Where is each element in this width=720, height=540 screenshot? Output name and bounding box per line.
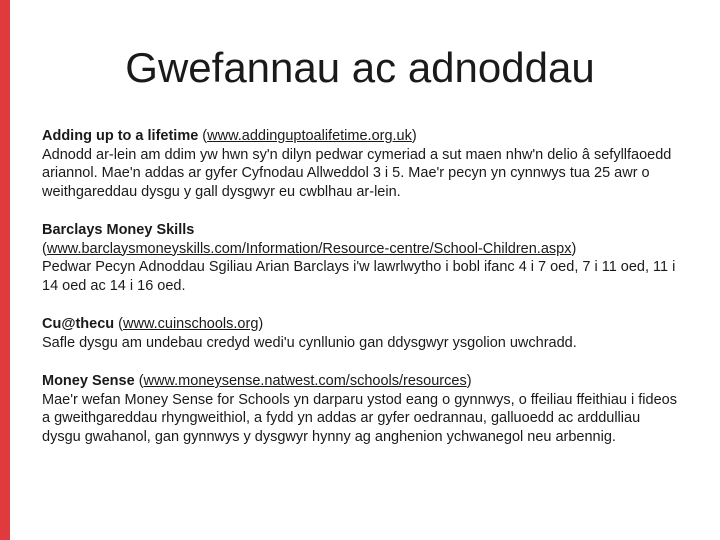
resource-name: Money Sense bbox=[42, 373, 135, 389]
resource-heading: Money Sense (www.moneysense.natwest.com/schools/resources) bbox=[42, 373, 472, 389]
resource-item bbox=[42, 315, 682, 352]
resource-link[interactable]: www.barclaysmoneyskills.com/Information/Resource-centre/School-Children.aspx bbox=[46, 240, 572, 257]
resource-list bbox=[42, 127, 682, 466]
resource-item bbox=[42, 221, 682, 295]
resource-name: Adding up to a lifetime bbox=[42, 128, 199, 144]
resource-heading: Cu@thecu (www.cuinschools.org) bbox=[42, 316, 264, 332]
resource-item bbox=[42, 127, 682, 201]
resource-link[interactable]: www.cuinschools.org bbox=[123, 316, 259, 332]
resource-name: Barclays Money Skills bbox=[42, 222, 195, 238]
resource-item bbox=[42, 372, 682, 446]
resource-description: Adnodd ar-lein am ddim yw hwn sy'n dilyn pedwar cymeriad a sut maen nhw'n delio â sefyllfaoedd ariannol. Mae'n addas ar gyfer Cyfnodau Allweddol 3 i 5. Mae'r pecyn yn cynnwys tua 25 awr o weithgareddau dysgu y gall dysgwyr eu cwblhau ar-lein. bbox=[42, 146, 672, 200]
resource-link[interactable]: www.moneysense.natwest.com/schools/resources bbox=[143, 373, 467, 389]
resource-name: Cu@thecu bbox=[42, 316, 115, 332]
resource-description: Pedwar Pecyn Adnoddau Sgiliau Arian Barclays i'w lawrlwytho i bobl ifanc 4 i 7 oed, 7 i 11 oed, 11 i 14 oed ac 14 i 16 oed. bbox=[42, 259, 676, 294]
resource-link[interactable]: www.addinguptoalifetime.org.uk bbox=[207, 128, 412, 144]
resource-description: Mae'r wefan Money Sense for Schools yn darparu ystod eang o gynnwys, o ffeiliau ffeithiau i fideos a gweithgareddau rhyngweithiol, a fydd yn addas ar gyfer oedrannau, galluoedd ac arddulliau dysgu gwahanol, gan gynnwys y dysgwyr hynny ag anghenion ychwanegol neu arbennig. bbox=[42, 391, 677, 445]
resource-description: Safle dysgu am undebau credyd wedi'u cynllunio gan ddysgwyr ysgolion uwchradd. bbox=[42, 334, 577, 351]
resource-heading: Adding up to a lifetime (www.addinguptoalifetime.org.uk) bbox=[42, 128, 417, 144]
resource-heading: Barclays Money Skills (www.barclaysmoneyskills.com/Information/Resource-centre/School-Children.aspx) bbox=[42, 222, 577, 257]
page-title: Gwefannau ac adnoddau bbox=[125, 44, 595, 91]
